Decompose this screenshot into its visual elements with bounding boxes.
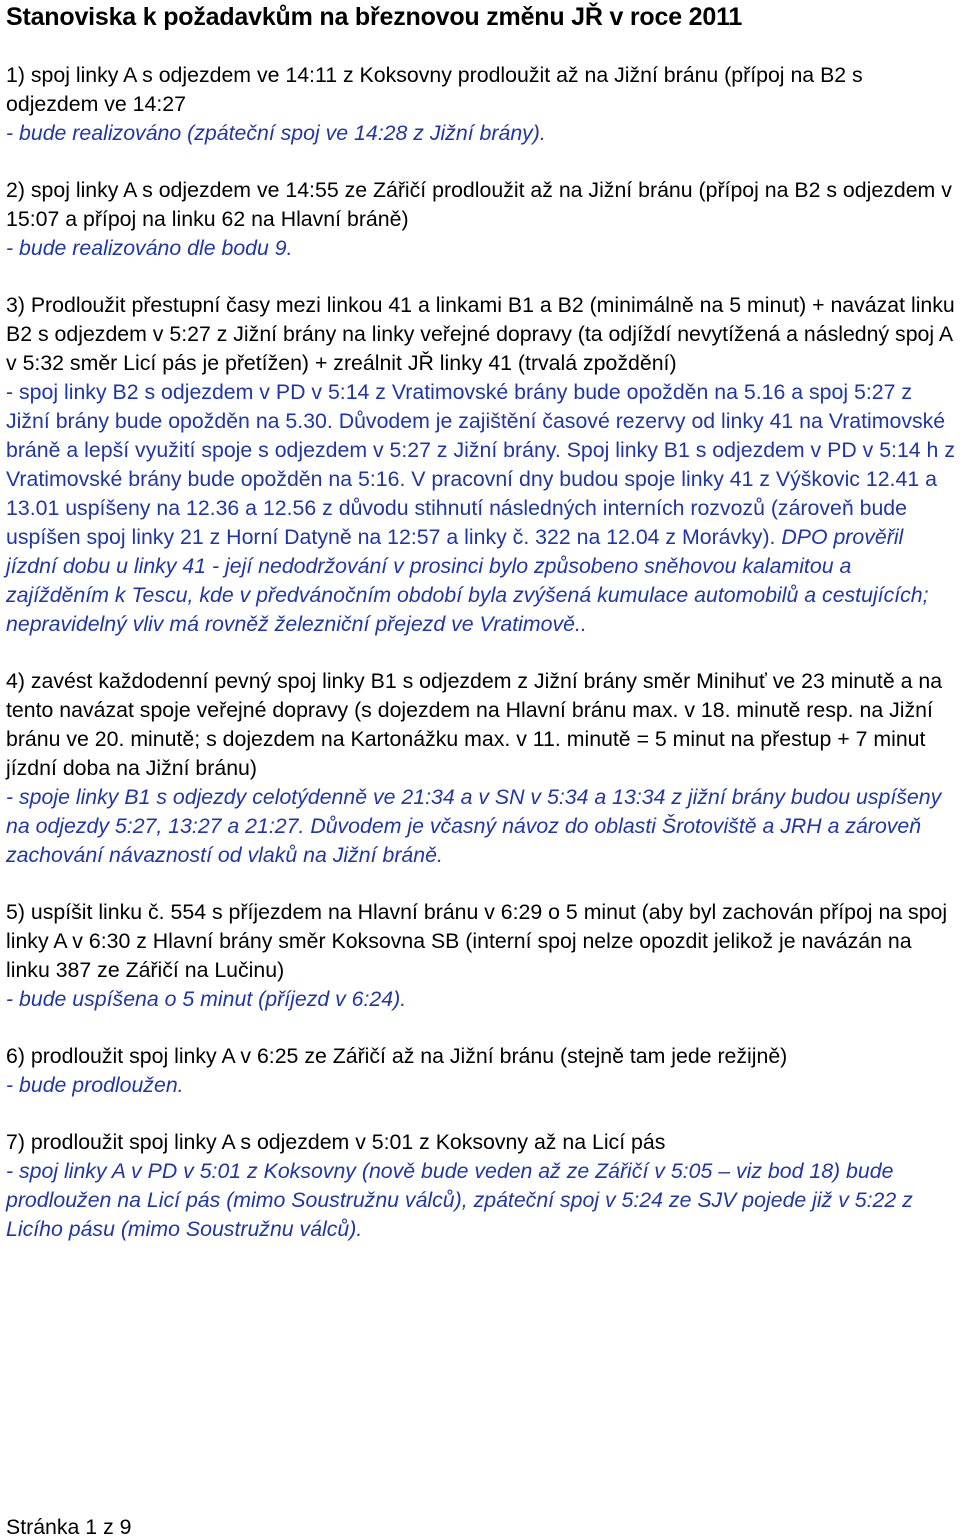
- request-item-2: [6, 176, 956, 263]
- response-text-italic: DPO prověřil jízdní dobu u linky 41 - její nedodržování v prosinci bylo způsobeno sněhovou kalamitou a zajížděním k Tescu, kde v předvánočním období byla zvýšená kumulace automobilů a cestujících; nepravidelný vliv má rovněž železniční přejezd ve Vratimově..: [6, 525, 929, 636]
- request-text: 1) spoj linky A s odjezdem ve 14:11 z Koksovny prodloužit až na Jižní bránu (přípoj na B2 s odjezdem ve 14:27: [6, 63, 863, 116]
- response-text: - spoj linky A v PD v 5:01 z Koksovny (nově bude veden až ze Zářičí v 5:05 – viz bod 18) bude prodloužen na Licí pás (mimo Soustružnu válců), zpáteční spoj v 5:24 ze SJV pojede již v 5:22 z Licího pásu (mimo Soustružnu válců).: [6, 1159, 913, 1241]
- request-item-5: [6, 898, 956, 1014]
- response-text: - bude uspíšena o 5 minut (příjezd v 6:24).: [6, 987, 407, 1011]
- document-title: Stanoviska k požadavkům na březnovou změnu JŘ v roce 2011: [6, 3, 743, 31]
- response-text: - bude realizováno dle bodu 9.: [6, 236, 293, 260]
- request-item-3: [6, 291, 956, 639]
- request-item-4: [6, 667, 956, 870]
- response-text: - bude realizováno (zpáteční spoj ve 14:28 z Jižní brány).: [6, 121, 546, 145]
- request-item-1: [6, 61, 956, 148]
- request-item-7: [6, 1128, 956, 1244]
- response-text: - spoje linky B1 s odjezdy celotýdenně ve 21:34 a v SN v 5:34 a 13:34 z jižní brány budou uspíšeny na odjezdy 5:27, 13:27 a 21:27. Důvodem je včasný návoz do oblasti Šrotoviště a JRH a zároveň zachování návazností od vlaků na Jižní bráně.: [6, 785, 942, 867]
- request-text: 4) zavést každodenní pevný spoj linky B1 s odjezdem z Jižní brány směr Minihuť ve 23 minutě a na tento navázat spoje veřejné dopravy (s dojezdem na Hlavní bránu max. v 18. minutě resp. na Jižní bránu ve 20. minutě; s dojezdem na Kartonážku max. v 11. minutě = 5 minut na přestup + 7 minut jízdní doba na Jižní bránu): [6, 669, 943, 780]
- request-text: 2) spoj linky A s odjezdem ve 14:55 ze Zářičí prodloužit až na Jižní bránu (přípoj na B2 s odjezdem v 15:07 a přípoj na linku 62 na Hlavní bráně): [6, 178, 952, 231]
- request-item-6: [6, 1042, 956, 1100]
- request-text: 3) Prodloužit přestupní časy mezi linkou 41 a linkami B1 a B2 (minimálně na 5 minut) + navázat linku B2 s odjezdem v 5:27 z Jižní brány na linky veřejné dopravy (ta odjíždí nevytížená a následný spoj A v 5:32 směr Licí pás je přetížen) + zreálnit JŘ linky 41 (trvalá zpoždění): [6, 293, 955, 375]
- response-text: [6, 378, 956, 639]
- request-text: 6) prodloužit spoj linky A v 6:25 ze Zářičí až na Jižní bránu (stejně tam jede režijně): [6, 1044, 788, 1068]
- page-footer: Stránka 1 z 9: [6, 1515, 132, 1539]
- request-text: 7) prodloužit spoj linky A s odjezdem v 5:01 z Koksovny až na Licí pás: [6, 1130, 666, 1154]
- response-text: - bude prodloužen.: [6, 1073, 184, 1097]
- request-text: 5) uspíšit linku č. 554 s příjezdem na Hlavní bránu v 6:29 o 5 minut (aby byl zachován přípoj na spoj linky A v 6:30 z Hlavní brány směr Koksovna SB (interní spoj nelze opozdit jelikož je navázán na linku 387 ze Zářičí na Lučinu): [6, 900, 948, 982]
- response-text-upright: - spoj linky B2 s odjezdem v PD v 5:14 z Vratimovské brány bude opožděn na 5.16 a spoj 5:27 z Jižní brány bude opožděn na 5.30. Důvodem je zajištění časové rezervy od linky 41 na Vratimovské bráně a lepší využití spoje s odjezdem v 5:27 z Jižní brány. Spoj linky B1 s odjezdem v PD v 5:14 h z Vratimovské brány bude opožděn na 5:16. V pracovní dny budou spoje linky 41 z Výškovic 12.41 a 13.01 uspíšeny na 12.36 a 12.56 z důvodu stihnutí následných interních rozvozů (zároveň bude uspíšen spoj linky 21 z Horní Datyně na 12:57 a linky č. 322 na 12.04 z Morávky).: [6, 380, 955, 549]
- document-page: [6, 0, 956, 1244]
